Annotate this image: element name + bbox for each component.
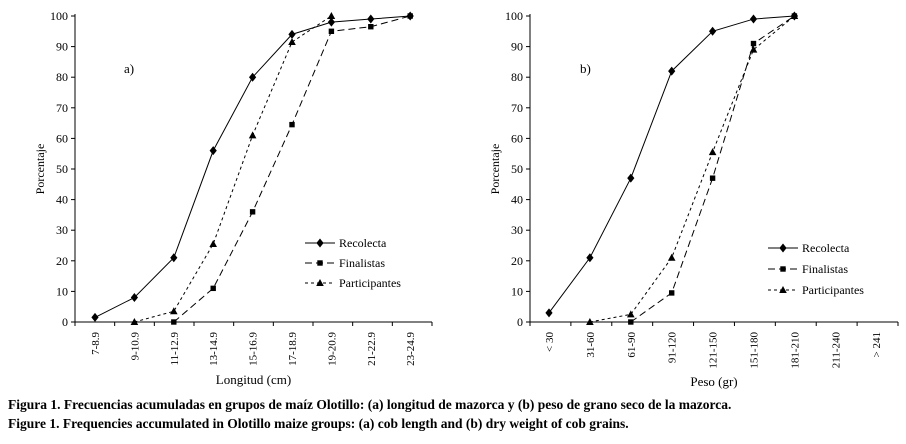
- legend-marker-recolecta: [779, 244, 786, 253]
- x-tick-label: 11-12.9: [168, 332, 181, 366]
- y-tick-label: 40: [56, 192, 68, 207]
- series-line-recolecta: [95, 16, 410, 317]
- data-point-participantes: [328, 12, 336, 19]
- data-point-participantes: [170, 307, 178, 314]
- data-point-finalistas: [289, 122, 294, 127]
- data-point-recolecta: [210, 146, 217, 155]
- data-point-finalistas: [250, 209, 255, 214]
- y-tick-label: 20: [511, 253, 523, 268]
- data-point-participantes: [209, 240, 217, 247]
- y-tick-label: 60: [511, 131, 523, 146]
- x-axis-title: Longitud (cm): [215, 372, 292, 387]
- data-point-finalistas: [171, 319, 176, 324]
- data-point-recolecta: [91, 313, 98, 322]
- x-tick-label: 61-90: [625, 332, 638, 358]
- x-tick-label: 19-20.9: [326, 332, 339, 366]
- y-tick-label: 20: [56, 253, 68, 268]
- y-tick-label: 10: [511, 284, 523, 299]
- x-tick-label: > 241: [871, 332, 884, 358]
- legend-label-finalistas: Finalistas: [802, 262, 849, 276]
- panel-label: a): [124, 61, 135, 76]
- panel-label: b): [580, 61, 591, 76]
- legend-label-participantes: Participantes: [802, 283, 864, 297]
- caption-english: Figure 1. Frequencies accumulated in Olotillo maize groups: (a) cob length and (b) dry weight of cob grains.: [8, 416, 629, 431]
- y-tick-label: 30: [511, 223, 523, 238]
- x-tick-label: 15-16.9: [247, 332, 260, 366]
- data-point-participantes: [750, 46, 758, 53]
- data-point-finalistas: [368, 24, 373, 29]
- data-point-finalistas: [710, 175, 715, 180]
- data-point-recolecta: [750, 15, 757, 24]
- y-tick-label: 100: [505, 9, 523, 23]
- legend-marker-recolecta: [316, 239, 323, 248]
- x-tick-label: 181-210: [789, 332, 802, 369]
- data-point-participantes: [627, 310, 635, 317]
- y-tick-label: 60: [56, 131, 68, 146]
- data-point-finalistas: [408, 13, 413, 18]
- caption-spanish: Figura 1. Frecuencias acumuladas en grupos de maíz Olotillo: (a) longitud de mazorca y (b) peso de grano seco de la mazorca.: [8, 397, 732, 412]
- data-point-recolecta: [627, 174, 634, 183]
- x-tick-label: 21-22.9: [365, 332, 378, 366]
- series-line-participantes: [134, 16, 331, 322]
- data-point-recolecta: [709, 27, 716, 36]
- y-tick-label: 90: [511, 39, 523, 54]
- y-tick-label: 90: [56, 39, 68, 54]
- y-tick-label: 0: [62, 315, 68, 329]
- x-tick-label: 17-18.9: [287, 332, 299, 366]
- y-tick-label: 50: [511, 162, 523, 176]
- data-point-finalistas: [751, 41, 756, 46]
- y-tick-label: 70: [511, 100, 523, 115]
- x-tick-label: 91-120: [666, 332, 679, 364]
- series-line-finalistas: [631, 16, 795, 322]
- data-point-participantes: [709, 148, 717, 155]
- data-point-recolecta: [367, 15, 374, 24]
- legend-marker-finalistas: [780, 266, 785, 271]
- y-axis-title: Porcentaje: [33, 143, 47, 195]
- y-tick-label: 70: [56, 100, 68, 115]
- y-tick-label: 30: [56, 223, 68, 238]
- x-tick-label: 121-150: [707, 332, 720, 369]
- x-tick-label: 9-10.9: [129, 332, 142, 361]
- x-tick-label: 13-14.9: [208, 332, 221, 366]
- x-axis-title: Peso (gr): [690, 374, 738, 389]
- y-tick-label: 0: [517, 315, 523, 329]
- chart-b: [488, 9, 898, 389]
- data-point-recolecta: [668, 67, 675, 76]
- legend-label-recolecta: Recolecta: [339, 236, 387, 250]
- data-point-finalistas: [628, 319, 633, 324]
- series-line-participantes: [590, 16, 795, 322]
- x-tick-label: 151-180: [748, 332, 761, 369]
- legend-label-participantes: Participantes: [339, 276, 401, 290]
- x-tick-label: < 30: [544, 332, 556, 352]
- data-point-finalistas: [211, 286, 216, 291]
- chart-a: [33, 9, 432, 387]
- y-tick-label: 100: [50, 9, 68, 23]
- legend-marker-finalistas: [317, 260, 322, 265]
- x-tick-label: 211-240: [830, 332, 843, 369]
- y-tick-label: 40: [511, 192, 523, 207]
- y-axis-title: Porcentaje: [488, 143, 502, 195]
- data-point-participantes: [288, 38, 296, 45]
- y-tick-label: 10: [56, 284, 68, 299]
- x-tick-label: 23-24.9: [405, 332, 418, 366]
- data-point-finalistas: [329, 29, 334, 34]
- legend-label-finalistas: Finalistas: [339, 256, 386, 270]
- legend-label-recolecta: Recolecta: [802, 241, 850, 255]
- x-tick-label: 7-8.9: [90, 332, 102, 355]
- data-point-participantes: [249, 131, 257, 138]
- x-tick-label: 31-60: [584, 332, 597, 358]
- y-tick-label: 80: [56, 70, 68, 85]
- data-point-participantes: [668, 254, 676, 261]
- data-point-finalistas: [669, 290, 674, 295]
- y-tick-label: 50: [56, 162, 68, 176]
- y-tick-label: 80: [511, 70, 523, 85]
